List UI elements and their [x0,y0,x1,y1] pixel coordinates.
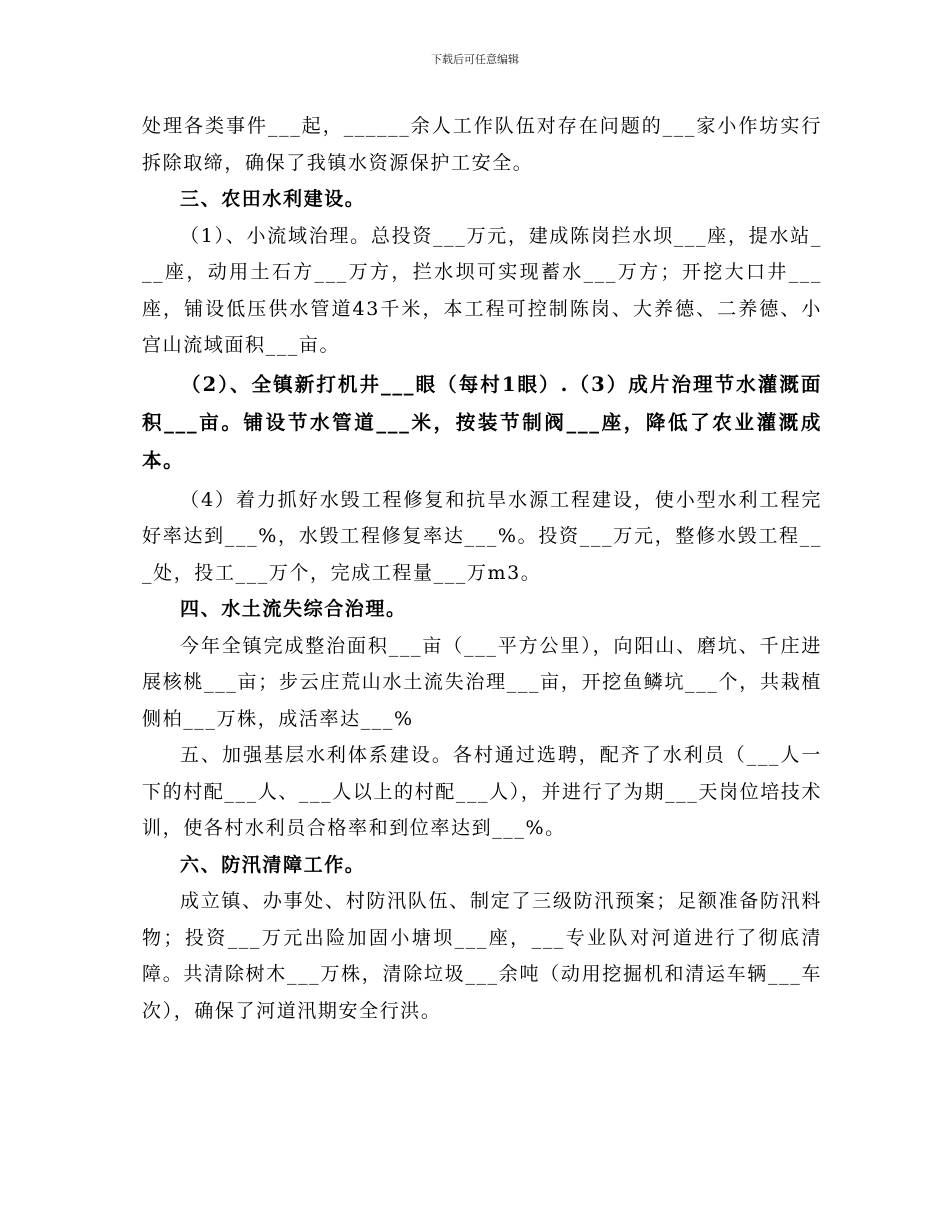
paragraph-flood-damage-repair: （4）着力抓好水毁工程修复和抗旱水源工程建设，使小型水利工程完好率达到___%，水毁工程修复率达___%。投资___万元，整修水毁工程___处，投工___万个，完成工程量___万m3。 [142,488,822,584]
section-heading-soil-erosion: 四、水土流失综合治理。 [180,598,407,620]
paragraph-flood-clearance-details: 成立镇、办事处、村防汛队伍、制定了三级防汛预案；足额准备防汛料物；投资___万元出险加固小塘坝___座，___专业队对河道进行了彻底清障。共清除树木___万株，清除垃圾___余吨（动用挖掘机和清运车辆___车次），确保了河道汛期安全行洪。 [142,890,822,1022]
paragraph-water-staff-system: 五、加强基层水利体系建设。各村通过选聘，配齐了水利员（___人一下的村配___人、___人以上的村配___人），并进行了为期___天岗位培技术训，使各村水利员合格率和到位率达到___%。 [142,744,822,839]
paragraph-soil-erosion-details: 今年全镇完成整治面积___亩（___平方公里），向阳山、磨坑、千庄进展核桃___亩；步云庄荒山水土流失治理___亩，开挖鱼鳞坑___个，共栽植侧柏___万株，成活率达___% [142,634,822,730]
paragraph-wells-irrigation: （2）、全镇新打机井___眼（每村1眼）.（3）成片治理节水灌溉面积___亩。铺设节水管道___米，按装节制阀___座，降低了农业灌溉成本。 [142,372,822,472]
paragraph-watershed-governance: （1）、小流域治理。总投资___万元，建成陈岗拦水坝___座，提水站___座，动用土石方___万方，拦水坝可实现蓄水___万方；开挖大口井___座，铺设低压供水管道43千米，本工程可控制陈岗、大养德、二养德、小宫山流域面积___亩。 [142,224,822,356]
section-heading-flood-clearance: 六、防汛清障工作。 [180,853,366,876]
document-body [142,108,822,1029]
section-heading-farmland-water: 三、农田水利建设。 [180,188,366,210]
page-header: 下载后可任意编辑 [431,53,519,66]
paragraph-event-handling: 处理各类事件___起，______余人工作队伍对存在问题的___家小作坊实行拆除取缔，确保了我镇水资源保护工安全。 [142,115,822,174]
